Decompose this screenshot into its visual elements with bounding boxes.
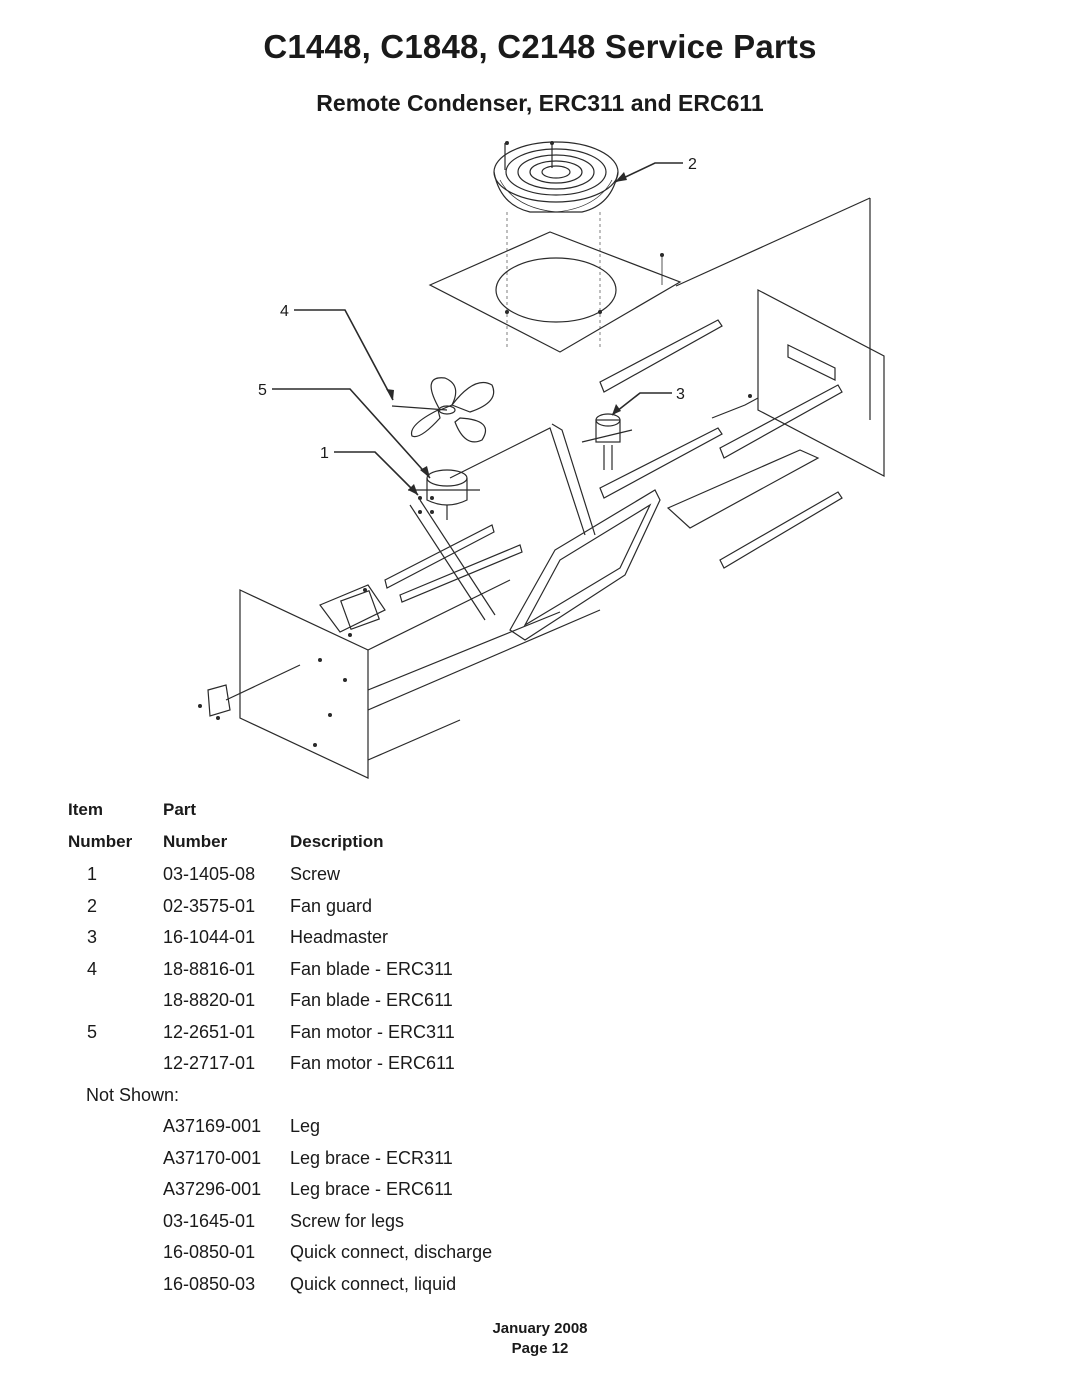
part-number: 12-2651-01	[163, 1021, 256, 1042]
part-number: A37170-001	[163, 1147, 262, 1168]
callout-5: 5	[258, 382, 267, 399]
header-item-number: Number	[68, 832, 133, 851]
part-description: Quick connect, discharge	[290, 1242, 493, 1262]
part-number: 18-8816-01	[163, 958, 256, 979]
item-number: 1	[86, 864, 97, 884]
part-number: 02-3575-01	[163, 895, 256, 916]
part-description: Screw	[290, 864, 341, 884]
control-panel-drawing	[208, 580, 600, 778]
page-subtitle: Remote Condenser, ERC311 and ERC611	[316, 90, 764, 116]
fan-guard-drawing	[494, 142, 618, 212]
rear-panel-drawing	[758, 290, 884, 476]
part-number: A37169-001	[163, 1116, 262, 1136]
rails-drawing	[385, 320, 842, 602]
callout-3: 3	[676, 386, 685, 403]
fan-blade-drawing	[392, 378, 494, 442]
callout-4: 4	[280, 303, 289, 320]
page-title: C1448, C1848, C2148 Service Parts	[263, 28, 817, 65]
item-number: 4	[86, 958, 97, 979]
part-number: 12-2717-01	[163, 1053, 256, 1073]
part-number: A37296-001	[163, 1179, 262, 1199]
part-number: 03-1645-01	[163, 1210, 256, 1231]
part-number: 18-8820-01	[163, 990, 256, 1010]
part-description: Leg brace - ECR311	[290, 1147, 453, 1168]
header-item: Item	[68, 800, 103, 819]
shroud-frame-drawing	[410, 424, 660, 640]
part-number: 16-0850-03	[163, 1273, 256, 1294]
callout-1: 1	[320, 445, 329, 462]
headmaster-drawing	[582, 414, 632, 470]
callout-2: 2	[688, 156, 697, 173]
item-number: 3	[86, 927, 97, 947]
part-description: Screw for legs	[290, 1210, 405, 1231]
part-description: Fan guard	[290, 895, 373, 916]
part-description: Leg brace - ERC611	[290, 1179, 453, 1199]
header-description: Description	[290, 832, 384, 851]
part-number: 16-0850-01	[163, 1242, 256, 1262]
footer-date: January 2008	[492, 1320, 588, 1337]
part-number: 16-1044-01	[163, 927, 256, 947]
fasteners-drawing	[198, 141, 752, 747]
item-number: 5	[86, 1021, 97, 1042]
header-part-number: Number	[163, 832, 228, 851]
item-number: 2	[86, 895, 97, 916]
part-description: Headmaster	[290, 927, 389, 947]
header-part: Part	[163, 800, 197, 819]
top-panel-drawing	[430, 198, 870, 420]
leader-lines	[272, 163, 683, 495]
not-shown-label: Not Shown:	[86, 1084, 180, 1105]
part-description: Fan blade - ERC311	[290, 958, 453, 979]
part-number: 03-1405-08	[163, 864, 256, 884]
exploded-view-diagram	[0, 130, 1080, 790]
footer-page: Page 12	[511, 1340, 569, 1357]
part-description: Fan motor - ERC311	[290, 1021, 455, 1042]
part-description: Quick connect, liquid	[290, 1273, 457, 1294]
part-description: Fan blade - ERC611	[290, 990, 453, 1010]
part-description: Fan motor - ERC611	[290, 1053, 455, 1073]
part-description: Leg	[290, 1116, 321, 1136]
